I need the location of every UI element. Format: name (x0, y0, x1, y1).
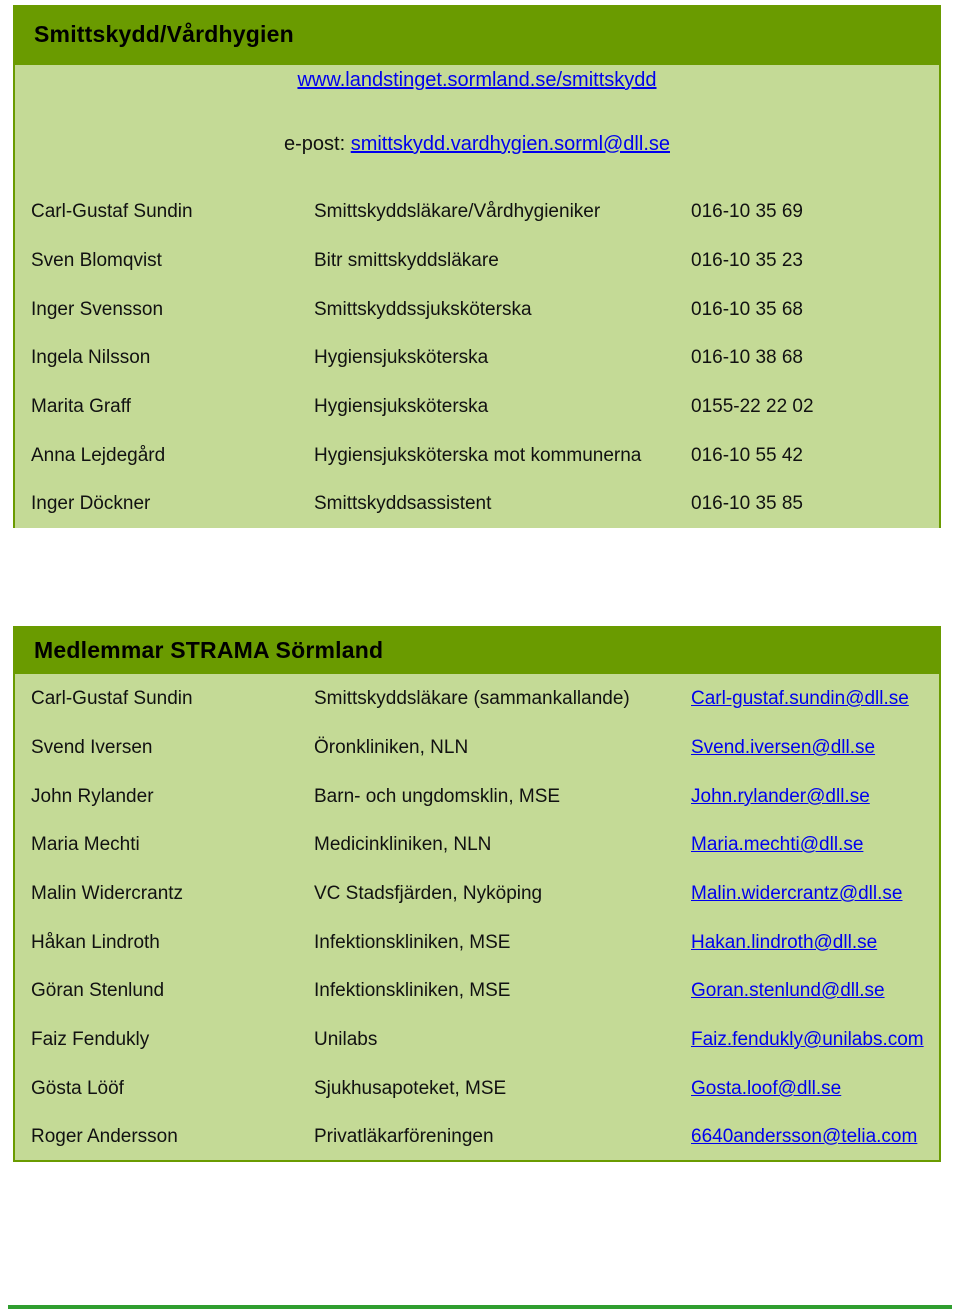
member-unit: Barn- och ungdomsklin, MSE (314, 786, 561, 807)
contact-role: Bitr smittskyddsläkare (314, 250, 499, 271)
contact-name: Ingela Nilsson (31, 347, 151, 368)
member-email-link[interactable]: Maria.mechti@dll.se (691, 834, 864, 855)
contact-role: Hygiensjuksköterska mot kommunerna (314, 445, 642, 466)
strama-header-bar (15, 626, 939, 674)
strama-panel (13, 626, 941, 1162)
contact-name: Inger Svensson (31, 299, 164, 320)
member-unit: Infektionskliniken, MSE (314, 980, 511, 1001)
contact-phone: 016-10 35 68 (691, 299, 803, 320)
member-name: Maria Mechti (31, 834, 140, 855)
email-link[interactable]: smittskydd.vardhygien.sorml@dll.se (350, 133, 670, 155)
member-unit: Öronkliniken, NLN (314, 737, 469, 758)
member-row (15, 684, 939, 714)
contact-name: Anna Lejdegård (31, 445, 166, 466)
member-email-link[interactable]: Faiz.fendukly@unilabs.com (691, 1029, 924, 1050)
member-name: Göran Stenlund (31, 980, 165, 1001)
member-name: Roger Andersson (31, 1126, 178, 1147)
member-row (15, 1122, 939, 1152)
member-row (15, 1074, 939, 1104)
website-line (15, 69, 939, 92)
contact-name: Inger Döckner (31, 493, 151, 514)
member-email-link[interactable]: John.rylander@dll.se (691, 786, 870, 807)
member-unit: Smittskyddsläkare (sammankallande) (314, 688, 630, 709)
member-row (15, 782, 939, 812)
contact-row (15, 295, 939, 325)
member-unit: Privatläkarföreningen (314, 1126, 494, 1147)
member-name: Faiz Fendukly (31, 1029, 150, 1050)
contact-phone: 016-10 55 42 (691, 445, 803, 466)
contact-role: Hygiensjuksköterska (314, 347, 489, 368)
member-row (15, 879, 939, 909)
member-email-link[interactable]: Hakan.lindroth@dll.se (691, 932, 878, 953)
contact-name: Sven Blomqvist (31, 250, 162, 271)
website-link[interactable]: www.landstinget.sormland.se/smittskydd (297, 69, 657, 91)
contact-role: Smittskyddssjuksköterska (314, 299, 532, 320)
member-row (15, 830, 939, 860)
contact-name: Marita Graff (31, 396, 131, 417)
smittskydd-panel (13, 5, 941, 528)
contact-phone: 016-10 38 68 (691, 347, 803, 368)
contact-role: Smittskyddsläkare/Vårdhygieniker (314, 201, 601, 222)
member-row (15, 976, 939, 1006)
contact-row (15, 197, 939, 227)
contact-row (15, 343, 939, 373)
bottom-divider (8, 1305, 952, 1309)
member-email-link[interactable]: 6640andersson@telia.com (691, 1126, 918, 1147)
member-name: Carl-Gustaf Sundin (31, 688, 193, 709)
contact-role: Smittskyddsassistent (314, 493, 492, 514)
member-name: Gösta Lööf (31, 1078, 124, 1099)
member-email-link[interactable]: Svend.iversen@dll.se (691, 737, 876, 758)
member-name: Håkan Lindroth (31, 932, 160, 953)
member-email-link[interactable]: Malin.widercrantz@dll.se (691, 883, 903, 904)
member-unit: VC Stadsfjärden, Nyköping (314, 883, 543, 904)
member-row (15, 733, 939, 763)
smittskydd-header-bar (15, 5, 939, 65)
contact-phone: 016-10 35 69 (691, 201, 803, 222)
email-line (15, 133, 939, 156)
email-prefix: e-post: (284, 133, 351, 155)
member-unit: Unilabs (314, 1029, 378, 1050)
member-unit: Medicinkliniken, NLN (314, 834, 492, 855)
member-email-link[interactable]: Carl-gustaf.sundin@dll.se (691, 688, 909, 709)
member-unit: Infektionskliniken, MSE (314, 932, 511, 953)
member-email-link[interactable]: Gosta.loof@dll.se (691, 1078, 842, 1099)
contact-phone: 016-10 35 23 (691, 250, 803, 271)
member-unit: Sjukhusapoteket, MSE (314, 1078, 507, 1099)
member-email-link[interactable]: Goran.stenlund@dll.se (691, 980, 885, 1001)
smittskydd-title: Smittskydd/Vårdhygien (34, 21, 294, 47)
contact-row (15, 392, 939, 422)
member-row (15, 1025, 939, 1055)
contact-name: Carl-Gustaf Sundin (31, 201, 193, 222)
strama-title: Medlemmar STRAMA Sörmland (34, 637, 384, 663)
contact-row (15, 246, 939, 276)
contact-phone: 016-10 35 85 (691, 493, 803, 514)
contact-role: Hygiensjuksköterska (314, 396, 489, 417)
member-name: Svend Iversen (31, 737, 153, 758)
contact-row (15, 489, 939, 519)
member-name: John Rylander (31, 786, 154, 807)
contact-phone: 0155-22 22 02 (691, 396, 814, 417)
contact-row (15, 441, 939, 471)
member-row (15, 928, 939, 958)
member-name: Malin Widercrantz (31, 883, 184, 904)
